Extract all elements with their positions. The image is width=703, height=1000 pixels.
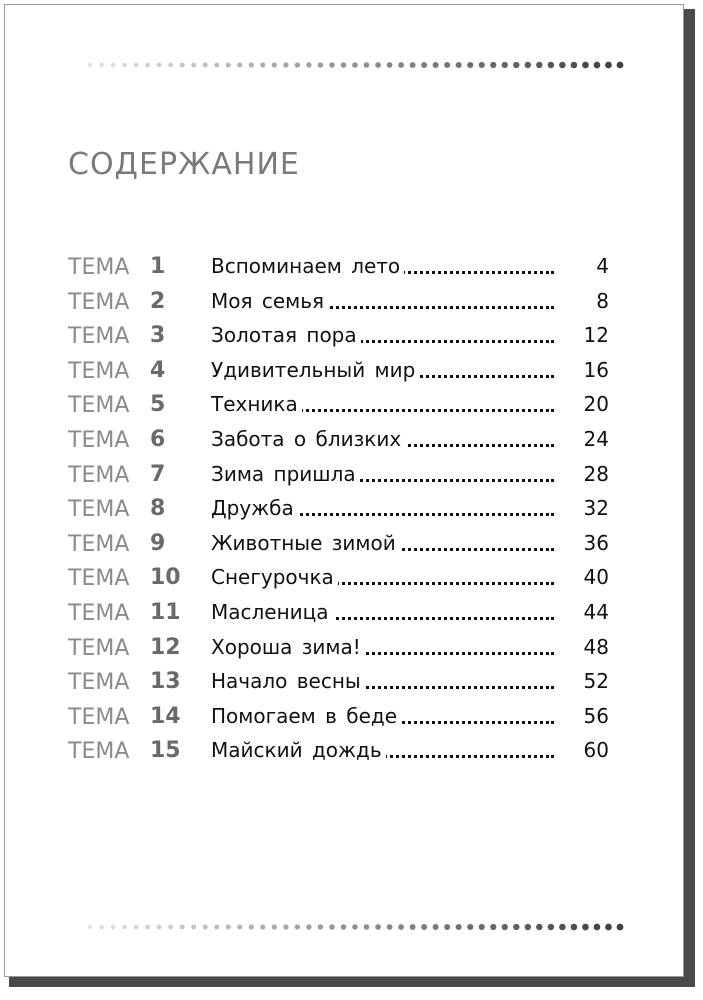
decorative-dot (410, 924, 416, 930)
decorative-dot (352, 924, 358, 930)
decorative-dot (513, 924, 519, 930)
toc-page-number: 4 (596, 254, 609, 278)
decorative-dot (421, 62, 427, 68)
decorative-dot (421, 924, 427, 930)
decorative-dot (456, 62, 462, 68)
toc-title: Помогаем в беде (211, 704, 401, 728)
toc-row[interactable] (5, 387, 685, 422)
toc-number: 4 (150, 357, 166, 383)
toc-title: Вспоминаем лето (211, 254, 404, 278)
decorative-dot (122, 63, 127, 68)
toc-entry (211, 496, 554, 520)
toc-row[interactable] (5, 664, 685, 699)
toc-row[interactable] (5, 526, 685, 561)
decorative-dot (387, 62, 393, 68)
decorative-dot (122, 925, 127, 930)
toc-title: Дружба (211, 496, 298, 520)
decorative-dot (318, 62, 323, 67)
toc-row[interactable] (5, 560, 685, 595)
toc-entry (211, 392, 554, 416)
toc-row[interactable] (5, 422, 685, 457)
toc-row[interactable] (5, 630, 685, 665)
decorative-dot (191, 63, 196, 68)
toc-prefix: ТЕМА (68, 670, 130, 696)
decorative-dot (364, 924, 370, 930)
decorative-dot (456, 924, 462, 930)
decorative-dot (157, 925, 162, 930)
toc-row[interactable] (5, 491, 685, 526)
decorative-dot (260, 924, 265, 929)
toc-prefix: ТЕМА (68, 255, 130, 280)
decorative-dot (594, 924, 601, 931)
decorative-dot (605, 924, 612, 931)
decorative-dot (88, 925, 92, 929)
decorative-dot (548, 924, 554, 930)
decorative-dot (329, 924, 334, 929)
toc-entry (211, 289, 554, 313)
toc-entry (211, 427, 554, 451)
decorative-dot (272, 62, 277, 67)
toc-page-number: 36 (583, 530, 609, 555)
decorative-dot (398, 62, 404, 68)
decorative-dot (180, 925, 185, 930)
toc-page-number: 32 (583, 496, 609, 521)
toc-page-number: 12 (583, 323, 609, 348)
toc-title: Удивительный мир (211, 358, 419, 382)
decorative-dot (283, 924, 288, 929)
decorative-dot (536, 62, 542, 68)
toc-title: Забота о близких (211, 427, 405, 451)
decorative-dot (214, 63, 219, 68)
decorative-dot (226, 62, 231, 67)
toc-page-number: 40 (583, 565, 609, 590)
decorative-dot (502, 62, 508, 68)
toc-entry (211, 254, 554, 278)
decorative-dot (111, 925, 116, 930)
decorative-dot (111, 63, 116, 68)
decorative-dot (513, 62, 519, 68)
decorative-dot (490, 62, 496, 68)
decorative-dot (387, 924, 393, 930)
toc-number: 3 (150, 323, 166, 349)
toc-row[interactable] (5, 595, 685, 630)
toc-prefix: ТЕМА (68, 531, 130, 557)
decorative-dot (617, 62, 624, 69)
decorative-dot (203, 63, 208, 68)
decorative-dot (203, 925, 208, 930)
toc-prefix: ТЕМА (68, 600, 130, 626)
toc-title: Масленица (211, 600, 333, 624)
toc-page-number: 28 (583, 461, 609, 486)
decorative-dot (398, 924, 404, 930)
decorative-dot (352, 62, 358, 68)
decorative-dot (295, 924, 300, 929)
decorative-dot (318, 924, 323, 929)
decorative-dot (157, 63, 162, 68)
decorative-dot (249, 62, 254, 67)
decorative-dot (191, 925, 196, 930)
toc-entry (211, 531, 554, 555)
decorative-dot (306, 924, 311, 929)
decorative-dot (559, 924, 566, 931)
toc-prefix: ТЕМА (68, 739, 130, 765)
toc-number: 15 (150, 738, 181, 764)
decorative-dot (594, 62, 601, 69)
toc-title: Животные зимой (211, 531, 400, 555)
toc-number: 6 (150, 426, 166, 452)
decorative-dot (479, 924, 485, 930)
decorative-dot (134, 63, 139, 68)
toc-number: 11 (150, 599, 181, 625)
decorative-dot (295, 62, 300, 67)
toc-entry (211, 600, 554, 624)
toc-number: 2 (150, 288, 166, 314)
toc-page-number: 48 (583, 634, 609, 659)
toc-title: Снегурочка (211, 565, 338, 589)
decorative-dot (525, 924, 531, 930)
decorative-dot (134, 925, 139, 930)
toc-row[interactable] (5, 353, 685, 388)
toc-title: Моя семья (211, 289, 328, 313)
toc-prefix: ТЕМА (68, 358, 130, 384)
toc-row[interactable] (5, 699, 685, 734)
decorative-dot (467, 62, 473, 68)
decorative-dot (375, 62, 381, 68)
decorative-dot (249, 924, 254, 929)
toc-title: Хороша зима! (211, 635, 365, 659)
toc-title: Начало весны (211, 669, 365, 693)
decorative-dot (237, 62, 242, 67)
toc-number: 8 (150, 496, 166, 522)
toc-entry (211, 738, 554, 762)
toc-title: Зима пришла (211, 462, 360, 486)
toc-prefix: ТЕМА (68, 462, 130, 488)
decorative-dot (341, 924, 347, 930)
decorative-dot (559, 62, 566, 69)
decorative-dot (226, 924, 231, 929)
decorative-dot (433, 924, 439, 930)
decorative-dot (180, 63, 185, 68)
toc-row[interactable] (5, 249, 685, 284)
decorative-dot (617, 924, 624, 931)
decorative-dot (145, 63, 150, 68)
decorative-dot (364, 62, 370, 68)
toc-row[interactable] (5, 318, 685, 353)
toc-prefix: ТЕМА (68, 289, 130, 315)
decorative-dot (582, 924, 589, 931)
decorative-dot (410, 62, 416, 68)
decorative-dot (467, 924, 473, 930)
decorative-dot (525, 62, 531, 68)
toc-entry (211, 635, 554, 659)
decorative-dot (88, 63, 92, 67)
decorative-dot (168, 925, 173, 930)
toc-title: Техника (211, 392, 302, 416)
decorative-dot (99, 925, 103, 929)
toc-number: 9 (150, 530, 166, 556)
toc-row[interactable] (5, 457, 685, 492)
toc-title: Майский дождь (211, 738, 386, 762)
toc-number: 5 (150, 392, 166, 418)
decorative-dot (582, 62, 589, 69)
toc-prefix: ТЕМА (68, 497, 130, 523)
decorative-dots-bottom (85, 922, 625, 932)
decorative-dot (536, 924, 542, 930)
toc-prefix: ТЕМА (68, 324, 130, 350)
toc-prefix: ТЕМА (68, 393, 130, 419)
decorative-dot (341, 62, 347, 68)
decorative-dots-top (85, 60, 625, 70)
toc-page-number: 44 (583, 599, 609, 624)
decorative-dot (605, 62, 612, 69)
toc-number: 12 (150, 634, 181, 660)
decorative-dot (260, 62, 265, 67)
toc-page-number: 20 (583, 392, 609, 417)
toc-title: Золотая пора (211, 323, 361, 347)
decorative-dot (99, 63, 103, 67)
toc-prefix: ТЕМА (68, 635, 130, 661)
decorative-dot (214, 925, 219, 930)
toc-prefix: ТЕМА (68, 566, 130, 592)
decorative-dot (490, 924, 496, 930)
decorative-dot (479, 62, 485, 68)
toc-row[interactable] (5, 284, 685, 319)
table-of-contents (5, 249, 685, 768)
decorative-dot (548, 62, 554, 68)
decorative-dot (329, 62, 334, 67)
decorative-dot (283, 62, 288, 67)
toc-number: 14 (150, 703, 181, 729)
toc-entry (211, 323, 554, 347)
toc-page-number: 8 (596, 288, 609, 313)
toc-entry (211, 704, 554, 728)
toc-entry (211, 358, 554, 382)
toc-prefix: ТЕМА (68, 427, 130, 453)
decorative-dot (502, 924, 508, 930)
decorative-dot (444, 924, 450, 930)
toc-page-number: 52 (583, 669, 609, 694)
toc-page-number: 60 (583, 738, 609, 763)
page-title: СОДЕРЖАНИЕ (68, 147, 300, 182)
toc-number: 10 (150, 565, 181, 591)
toc-entry (211, 565, 554, 589)
toc-prefix: ТЕМА (68, 704, 130, 730)
toc-number: 7 (150, 461, 166, 487)
toc-row[interactable] (5, 733, 685, 768)
toc-number: 1 (150, 254, 166, 279)
decorative-dot (272, 924, 277, 929)
toc-number: 13 (150, 669, 181, 695)
decorative-dot (168, 63, 173, 68)
decorative-dot (433, 62, 439, 68)
decorative-dot (237, 924, 242, 929)
decorative-dot (571, 924, 578, 931)
toc-page-number: 24 (583, 426, 609, 451)
toc-page-number: 16 (583, 357, 609, 382)
decorative-dot (444, 62, 450, 68)
toc-entry (211, 669, 554, 693)
decorative-dot (145, 925, 150, 930)
decorative-dot (571, 62, 578, 69)
toc-entry (211, 462, 554, 486)
decorative-dot (375, 924, 381, 930)
document-page (4, 4, 684, 977)
toc-page-number: 56 (583, 703, 609, 728)
decorative-dot (306, 62, 311, 67)
